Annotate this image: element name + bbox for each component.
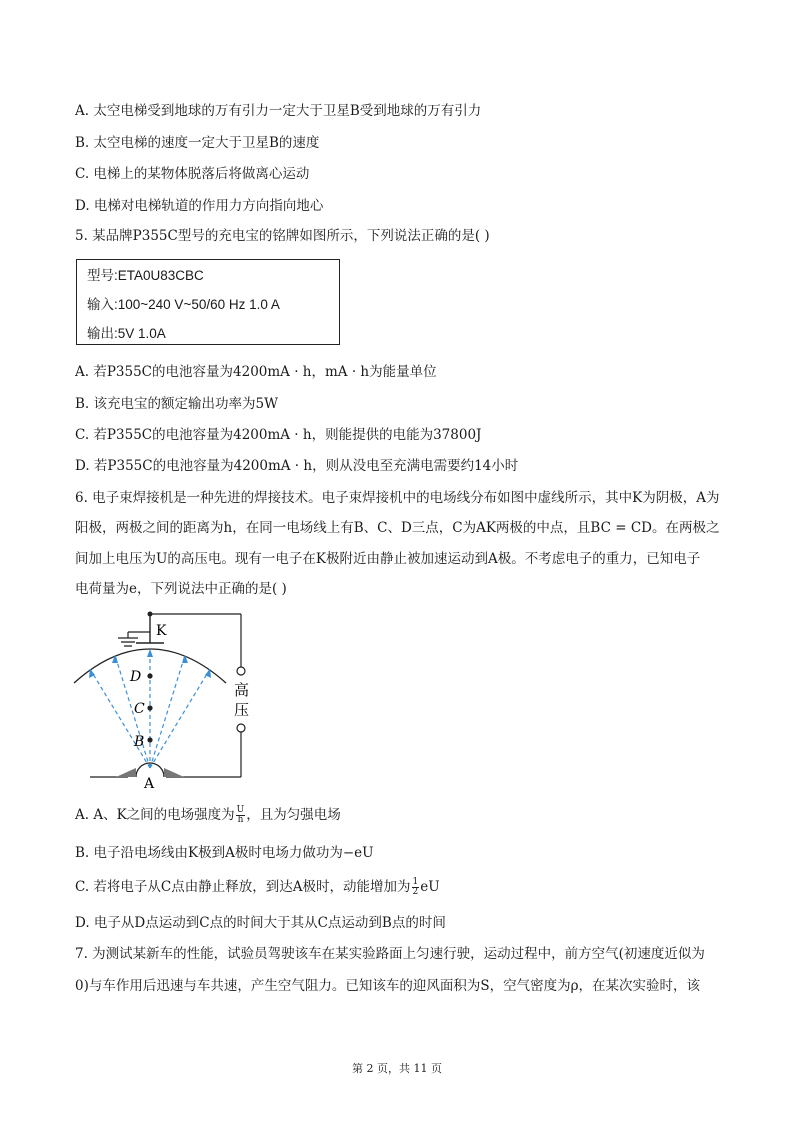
q4-option-d: D. 电梯对电梯轨道的作用力方向指向地心 — [75, 198, 324, 214]
q4-option-b: B. 太空电梯的速度一定大于卫星B的速度 — [75, 135, 320, 151]
label-b: B — [134, 734, 145, 750]
q5-option-b: B. 该充电宝的额定输出功率为5W — [75, 396, 278, 412]
label-d: D — [130, 669, 142, 685]
q6-option-c — [75, 877, 440, 897]
point-d — [147, 673, 152, 678]
q6-stem-line-2: 阳极，两极之间的距离为h，在同一电场线上有B、C、D三点，C为AK两极的中点，且BC = CD。在两极之 — [75, 520, 720, 536]
nameplate-output: 输出:5V 1.0A — [87, 326, 166, 341]
electron-beam-welder-diagram — [70, 605, 260, 790]
label-a: A — [144, 776, 155, 790]
label-high: 高 — [234, 681, 250, 699]
nameplate-model: 型号:ETA0U83CBC — [87, 268, 204, 283]
q5-option-c: C. 若P355C的电池容量为4200mA · h，则能提供的电能为37800J — [75, 427, 482, 443]
q5-option-d: D. 若P355C的电池容量为4200mA · h，则从没电至充满电需要约14小时 — [75, 458, 519, 474]
point-b — [147, 737, 152, 742]
q6-option-c-text: C. 若将电子从C点由静止释放，到达A极时，动能增加为 — [75, 879, 411, 895]
q6-option-a-text: A. A、K之间的电场强度为 — [75, 807, 235, 823]
q6-option-b: B. 电子沿电场线由K极到A极时电场力做功为−eU — [75, 845, 374, 861]
charger-nameplate — [76, 259, 340, 345]
q5-option-a: A. 若P355C的电池容量为4200mA · h，mA · h为能量单位 — [75, 364, 437, 380]
q6-stem-line-3: 间加上电压为U的高压电。现有一电子在K极附近由静止被加速运动到A极。不考虑电子的重力，已知电子 — [75, 551, 701, 567]
ground-icon — [118, 638, 138, 646]
anode-right-shield — [164, 768, 184, 777]
q6-stem-line-1: 6. 电子束焊接机是一种先进的焊接技术。电子束焊接机中的电场线分布如图中虚线所示，其中K为阴极，A为 — [75, 490, 720, 506]
q6-option-a — [75, 805, 341, 825]
fraction-one-half: $\frac{1}{2}$ — [412, 877, 419, 897]
q7-stem-line-1: 7. 为测试某新车的性能，试验员驾驶该车在某实验路面上匀速行驶，运动过程中，前方空气(初速度近似为 — [75, 946, 705, 962]
page-footer: 第 2 页，共 11 页 — [352, 1062, 442, 1075]
label-c: C — [134, 701, 145, 717]
terminal-top — [237, 667, 245, 675]
q6-option-c-tail: eU — [420, 879, 440, 895]
q6-stem-line-4: 电荷量为e，下列说法中正确的是( ) — [75, 581, 287, 597]
q7-stem-line-2: 0)与车作用后迅速与车共速，产生空气阻力。已知该车的迎风面积为S，空气密度为ρ，在某次实验时，该 — [75, 978, 701, 994]
q5-stem: 5. 某品牌P355C型号的充电宝的铭牌如图所示，下列说法正确的是( ) — [75, 228, 490, 244]
label-k: K — [156, 623, 167, 639]
q4-option-c: C. 电梯上的某物体脱落后将做离心运动 — [75, 166, 310, 182]
anode-left-shield — [116, 768, 136, 777]
q6-option-d: D. 电子从D点运动到C点的时间大于其从C点运动到B点的时间 — [75, 915, 446, 931]
terminal-bottom — [237, 724, 245, 732]
q4-option-a: A. 太空电梯受到地球的万有引力一定大于卫星B受到地球的万有引力 — [75, 103, 482, 119]
q6-option-a-tail: ，且为匀强电场 — [246, 807, 341, 823]
fraction-u-over-h: $\frac{U}{h}$ — [236, 805, 245, 825]
point-c — [147, 705, 152, 710]
label-voltage: 压 — [234, 701, 250, 719]
nameplate-input: 输入:100~240 V~50/60 Hz 1.0 A — [87, 297, 280, 312]
